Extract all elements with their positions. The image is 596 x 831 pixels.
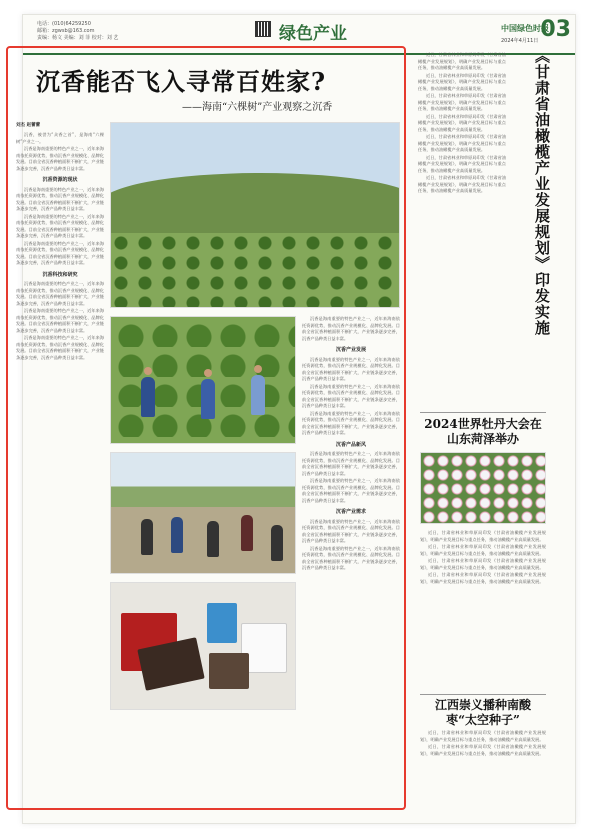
person-figure [141,519,153,555]
section-heading: 沉香科技和研究 [42,271,78,278]
section-heading: 沉香产品新风 [335,441,366,448]
body-paragraph: 沉香是海南重要的特色产业之一，近年来海南依托资源优势，推动沉香产业规模化、品牌化发展。目前全省沉香种植面积不断扩大，产业链条逐步完善，沉香产品种类日益丰富。 [302,356,400,381]
person-figure [241,515,253,551]
sidebar-headline-jiangxi: 江西崇义播种南酸枣“太空种子” [434,698,531,727]
masthead-meta [37,21,118,42]
sidebar-paragraph: 近日，甘肃省林业和草原局印发《甘肃省油橄榄产业发展规划》，明确产业发展目标与重点任务，推动油橄榄产业高质量发展。 [420,744,546,756]
body-paragraph: 沉香是海南重要的特色产业之一，近年来海南依托资源优势，推动沉香产业规模化、品牌化发展。目前全省沉香种植面积不断扩大，产业链条逐步完善，沉香产品种类日益丰富。 [302,545,400,570]
sidebar-column-bottom [420,730,546,806]
qr-code-icon [255,21,271,37]
person-figure [271,525,283,561]
person-figure [171,517,183,553]
sidebar-paragraph: 近日，甘肃省林业和草原局印发《甘肃省油橄榄产业发展规划》，明确产业发展目标与重点任务，推动油橄榄产业高质量发展。 [418,154,506,173]
body-paragraph: 沉香是海南重要的特色产业之一，近年来海南依托资源优势，推动沉香产业规模化、品牌化发展。目前全省沉香种植面积不断扩大，产业链条逐步完善，沉香产品种类日益丰富。 [302,383,400,408]
mountain-plantation-photo [110,122,400,308]
sidebar-column-mid [420,530,546,692]
article-column-3 [302,316,400,804]
sidebar-paragraph: 近日，甘肃省林业和草原局印发《甘肃省油橄榄产业发展规划》，明确产业发展目标与重点任务，推动油橄榄产业高质量发展。 [420,544,546,556]
section-heading: 沉香产业需求 [335,509,366,515]
meta-email: 邮箱：zgwsb@163.com [37,28,95,34]
divider [420,412,546,413]
body-paragraph: 沉香是海南重要的特色产业之一，近年来海南依托资源优势，推动沉香产业规模化、品牌化发展。目前全省沉香种植面积不断扩大，产业链条逐步完善，沉香产品种类日益丰富。 [302,316,400,341]
divider [420,694,546,695]
sidebar-paragraph: 近日，甘肃省林业和草原局印发《甘肃省油橄榄产业发展规划》，明确产业发展目标与重点任务，推动油橄榄产业高质量发展。 [418,175,506,193]
body-paragraph: 沉香是海南重要的特色产业之一，近年来海南依托资源优势，推动沉香产业规模化、品牌化发展。目前全省沉香种植面积不断扩大，产业链条逐步完善，沉香产品种类日益丰富。 [16,186,104,211]
article-column-1 [16,132,104,804]
person-head [144,367,152,375]
body-paragraph: 沉香是海南重要的特色产业之一，近年来海南依托资源优势，推动沉香产业规模化、品牌化发展。目前全省沉香种植面积不断扩大，产业链条逐步完善，沉香产品种类日益丰富。 [302,478,400,503]
workers-in-grove-photo [110,316,296,444]
sidebar-headline-peony: 2024世界牡丹大会在山东菏泽举办 [424,417,542,446]
sidebar-paragraph: 近日，甘肃省林业和草原局印发《甘肃省油橄榄产业发展规划》，明确产业发展目标与重点任务，推动油橄榄产业高质量发展。 [418,113,506,132]
sidebar-paragraph: 近日，甘肃省林业和草原局印发《甘肃省油橄榄产业发展规划》，明确产业发展目标与重点任务，推动油橄榄产业高质量发展。 [418,134,506,152]
person-figure [141,377,155,417]
person-head [254,365,262,373]
body-paragraph: 沉香是海南重要的特色产业之一，近年来海南依托资源优势，推动沉香产业规模化、品牌化发展。目前全省沉香种植面积不断扩大，产业链条逐步完善，沉香产品种类日益丰富。 [302,451,400,476]
article-headline: 沉香能否飞入寻常百姓家? [36,67,327,96]
body-paragraph: 沉香是海南重要的特色产业之一，近年来海南依托资源优势，推动沉香产业规模化、品牌化发展。目前全省沉香种植面积不断扩大，产业链条逐步完善，沉香产品种类日益丰富。 [302,518,400,543]
sidebar-paragraph: 近日，甘肃省林业和草原局印发《甘肃省油橄榄产业发展规划》，明确产业发展目标与重点任务，推动油橄榄产业高质量发展。 [420,530,546,542]
section-heading: 沉香产业发展 [335,347,366,353]
meta-phone: 电话：(010)64259250 [37,21,91,27]
agarwood-products-photo [110,582,296,710]
lead-paragraph: 沉香，被誉为“众香之首”，是海南“六棵树”产业之一。 [16,132,104,144]
paper-name: 中国绿色时报 [501,23,549,33]
section-title: 绿色产业 [279,24,347,44]
tree-rows [111,233,400,308]
person-figure [251,375,265,415]
sidebar-paragraph: 近日，甘肃省林业和草原局印发《甘肃省油橄榄产业发展规划》，明确产业发展目标与重点任务，推动油橄榄产业高质量发展。 [420,730,546,742]
blue-package [207,603,237,643]
meta-editors: 责编：杨文 美编：刘 菲 校对：刘 艺 [37,35,119,41]
body-paragraph: 沉香是海南重要的特色产业之一，近年来海南依托资源优势，推动沉香产业规模化、品牌化发展。目前全省沉香种植面积不断扩大，产业链条逐步完善，沉香产品种类日益丰富。 [16,146,104,171]
person-figure [201,379,215,419]
body-paragraph: 沉香是海南重要的特色产业之一，近年来海南依托资源优势，推动沉香产业规模化、品牌化发展。目前全省沉香种植面积不断扩大，产业链条逐步完善，沉香产品种类日益丰富。 [302,410,400,435]
person-figure [207,521,219,557]
sidebar-paragraph: 近日，甘肃省林业和草原局印发《甘肃省油橄榄产业发展规划》，明确产业发展目标与重点任务，推动油橄榄产业高质量发展。 [420,558,546,570]
section-heading: 沉香资源的现状 [42,177,78,183]
sidebar-headline-olive: 《甘肃省油橄榄产业发展规划》印发实施 [533,48,551,336]
sidebar-paragraph: 近日，甘肃省林业和草原局印发《甘肃省油橄榄产业发展规划》，明确产业发展目标与重点任务，推动油橄榄产业高质量发展。 [418,93,506,111]
incense-sticks-box [209,653,249,689]
article-byline: 刘杰 赵蕾蕾 [16,123,41,128]
person-head [204,369,212,377]
paper-date: 2024年4月11日 [501,38,539,44]
body-paragraph: 沉香是海南重要的特色产业之一，近年来海南依托资源优势，推动沉香产业规模化、品牌化发展。目前全省沉香种植面积不断扩大，产业链条逐步完善，沉香产品种类日益丰富。 [16,240,104,265]
sidebar-paragraph: 近日，甘肃省林业和草原局印发《甘肃省油橄榄产业发展规划》，明确产业发展目标与重点任务，推动油橄榄产业高质量发展。 [418,52,506,70]
mountain-shape [110,173,400,233]
body-paragraph: 沉香是海南重要的特色产业之一，近年来海南依托资源优势，推动沉香产业规模化、品牌化发展。目前全省沉香种植面积不断扩大，产业链条逐步完善，沉香产品种类日益丰富。 [16,213,104,238]
body-paragraph: 沉香是海南重要的特色产业之一，近年来海南依托资源优势，推动沉香产业规模化、品牌化发展。目前全省沉香种植面积不断扩大，产业链条逐步完善，沉香产品种类日益丰富。 [16,335,104,360]
page-number: 03 [540,17,571,42]
sidebar-paragraph: 近日，甘肃省林业和草原局印发《甘肃省油橄榄产业发展规划》，明确产业发展目标与重点任务，推动油橄榄产业高质量发展。 [420,572,546,584]
sidebar-paragraph: 近日，甘肃省林业和草原局印发《甘肃省油橄榄产业发展规划》，明确产业发展目标与重点任务，推动油橄榄产业高质量发展。 [418,72,506,91]
sidebar-column-top [418,52,506,408]
field-inspection-photo [110,452,296,574]
peony-field-photo [420,452,546,524]
body-paragraph: 沉香是海南重要的特色产业之一，近年来海南依托资源优势，推动沉香产业规模化、品牌化发展。目前全省沉香种植面积不断扩大，产业链条逐步完善，沉香产品种类日益丰富。 [16,281,104,306]
article-subhead: ——海南“六棵树”产业观察之沉香 [182,102,333,113]
body-paragraph: 沉香是海南重要的特色产业之一，近年来海南依托资源优势，推动沉香产业规模化、品牌化发展。目前全省沉香种植面积不断扩大，产业链条逐步完善，沉香产品种类日益丰富。 [16,308,104,333]
